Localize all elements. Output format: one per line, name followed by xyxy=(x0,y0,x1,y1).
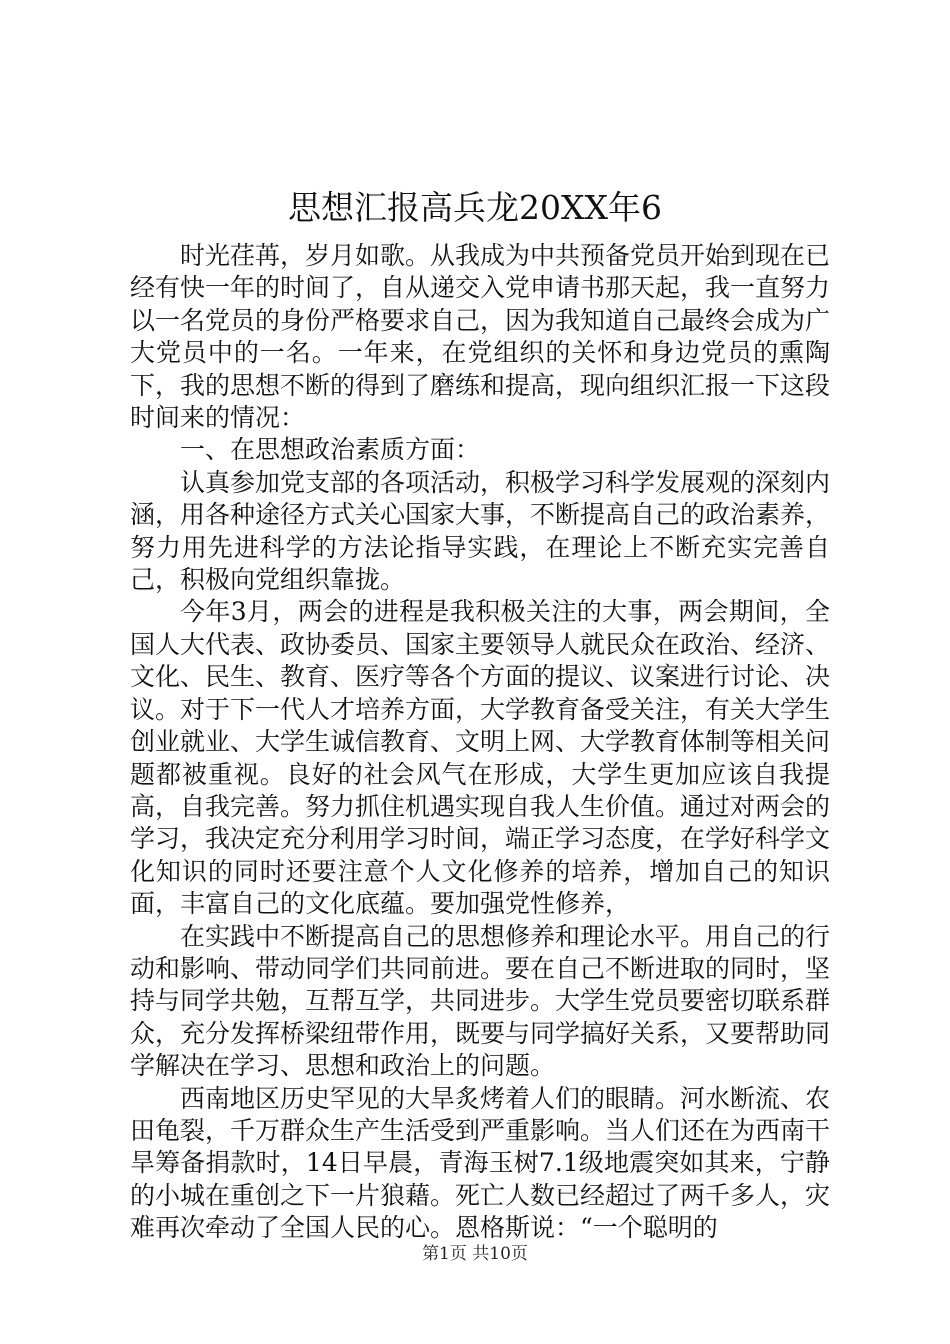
paragraph-disaster: 西南地区历史罕见的大旱炙烤着人们的眼睛。河水断流、农田龟裂，千万群众生产生活受到严重影响。当人们还在为西南干旱筹备捐款时，14日早晨，青海玉树7.1级地震突如其来，宁静的小城在重创之下一片狼藉。死亡人数已经超过了两千多人，灾难再次牵动了全国人民的心。恩格斯说：“一个聪明的 xyxy=(130,1083,831,1243)
paragraph-section-heading: 一、在思想政治素质方面： xyxy=(180,435,481,465)
paragraph-intro: 时光荏苒，岁月如歌。从我成为中共预备党员开始到现在已经有快一年的时间了，自从递交入党申请书那天起，我一直努力以一名党员的身份严格要求自己，因为我知道自己最终会成为广大党员中的一名。一年来，在党组织的关怀和身边党员的熏陶下，我的思想不断的得到了磨练和提高，现向组织汇报一下这段时间来的情况： xyxy=(130,241,831,433)
paragraph-two-sessions: 今年3月，两会的进程是我积极关注的大事，两会期间，全国人大代表、政协委员、国家主要领导人就民众在政治、经济、文化、民生、教育、医疗等各个方面的提议、议案进行讨论、决议。对于下一代人才培养方面，大学教育备受关注，有关大学生创业就业、大学生诚信教育、文明上网、大学教育体制等相关问题都被重视。良好的社会风气在形成，大学生更加应该自我提高，自我完善。努力抓住机遇实现自我人生价值。通过对两会的学习，我决定充分利用学习时间，端正学习态度，在学好科学文化知识的同时还要注意个人文化修养的培养，增加自己的知识面，丰富自己的文化底蕴。要加强党性修养， xyxy=(130,597,831,919)
paragraph-practice: 在实践中不断提高自己的思想修养和理论水平。用自己的行动和影响、带动同学们共同前进。要在自己不断进取的同时，坚持与同学共勉，互帮互学，共同进步。大学生党员要密切联系群众，充分发挥桥梁纽带作用，既要与同学搞好关系，又要帮助同学解决在学习、思想和政治上的问题。 xyxy=(130,921,831,1081)
document-title: 思想汇报高兵龙20XX年6 xyxy=(288,188,662,227)
document-body xyxy=(130,240,830,1245)
paragraph-political-study: 认真参加党支部的各项活动，积极学习科学发展观的深刻内涵，用各种途径方式关心国家大事，不断提高自己的政治素养，努力用先进科学的方法论指导实践，在理论上不断充实完善自己，积极向党组织靠拢。 xyxy=(130,467,831,595)
page-number-footer: 第1页 共10页 xyxy=(422,1244,528,1264)
